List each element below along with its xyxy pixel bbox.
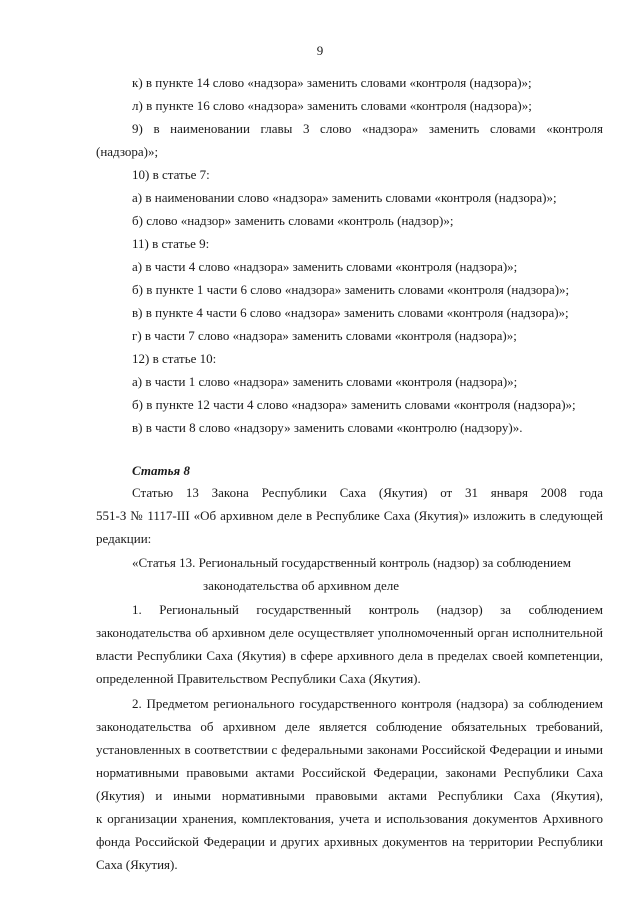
paragraph-2-line: установленных в соответствии с федеральными законами Российской Федерации и иными: [96, 742, 603, 757]
paragraph-1-line: законодательства об архивном деле осуществляет уполномоченный орган исполнительной: [96, 625, 603, 640]
amend-line: к) в пункте 14 слово «надзора» заменить словами «контроля (надзора)»;: [132, 75, 532, 90]
page-number: 9: [316, 43, 324, 58]
paragraph-2-line: нормативными правовыми актами Российской Федерации, законами Республики Саха: [96, 765, 603, 780]
paragraph-2-line: Саха (Якутия).: [96, 857, 178, 872]
paragraph-2-line: (Якутия) и иными нормативными правовыми актами Республики Саха (Якутия),: [96, 788, 603, 803]
amend-line: б) в пункте 1 части 6 слово «надзора» заменить словами «контроля (надзора)»;: [132, 282, 570, 297]
amend-line: 11) в статье 9:: [132, 236, 210, 251]
paragraph-2-line: фонда Российской Федерации и других архивных документов на территории Республики: [96, 834, 603, 849]
paragraph-2-line: законодательства об архивном деле является соблюдение обязательных требований,: [96, 719, 603, 734]
amend-line: г) в части 7 слово «надзора» заменить словами «контроля (надзора)»;: [132, 328, 517, 343]
paragraph-2-line: к организации хранения, комплектования, учета и использования документов Архивного: [96, 811, 603, 826]
article-heading: Статья 8: [132, 463, 190, 478]
amend-line: а) в части 4 слово «надзора» заменить словами «контроля (надзора)»;: [132, 259, 518, 274]
amend-line: а) в части 1 слово «надзора» заменить словами «контроля (надзора)»;: [132, 374, 518, 389]
amend-line: б) в пункте 12 части 4 слово «надзора» заменить словами «контроля (надзора)»;: [132, 397, 576, 412]
article-intro-line: 551-З № 1117-III «Об архивном деле в Республике Саха (Якутия)» изложить в следующей: [96, 508, 603, 523]
paragraph-2-line: 2. Предметом регионального государственного контроля (надзора) за соблюдением: [132, 696, 603, 711]
amend-line: б) слово «надзор» заменить словами «контроль (надзор)»;: [132, 213, 454, 228]
paragraph-1-line: 1. Региональный государственный контроль (надзор) за соблюдением: [132, 602, 603, 617]
amend-line: в) в пункте 4 части 6 слово «надзора» заменить словами «контроля (надзора)»;: [132, 305, 569, 320]
paragraph-1-line: власти Республики Саха (Якутия) в сфере архивного дела в пределах своей компетенции,: [96, 648, 603, 663]
amend-line: (надзора)»;: [96, 144, 159, 159]
amend-line: 9) в наименовании главы 3 слово «надзора» заменить словами «контроля: [132, 121, 603, 136]
quote-title-line: «Статья 13. Региональный государственный контроль (надзор) за соблюдением: [132, 555, 571, 570]
amend-line: а) в наименовании слово «надзора» заменить словами «контроля (надзора)»;: [132, 190, 557, 205]
quote-title-line: законодательства об архивном деле: [203, 578, 400, 593]
article-intro-line: Статью 13 Закона Республики Саха (Якутия) от 31 января 2008 года: [132, 485, 603, 500]
amend-line: 10) в статье 7:: [132, 167, 210, 182]
paragraph-1-line: определенной Правительством Республики Саха (Якутия).: [96, 671, 421, 686]
amend-line: 12) в статье 10:: [132, 351, 217, 366]
article-intro-line: редакции:: [96, 531, 152, 546]
amend-line: л) в пункте 16 слово «надзора» заменить словами «контроля (надзора)»;: [132, 98, 532, 113]
amend-line: в) в части 8 слово «надзору» заменить словами «контролю (надзору)».: [132, 420, 523, 435]
